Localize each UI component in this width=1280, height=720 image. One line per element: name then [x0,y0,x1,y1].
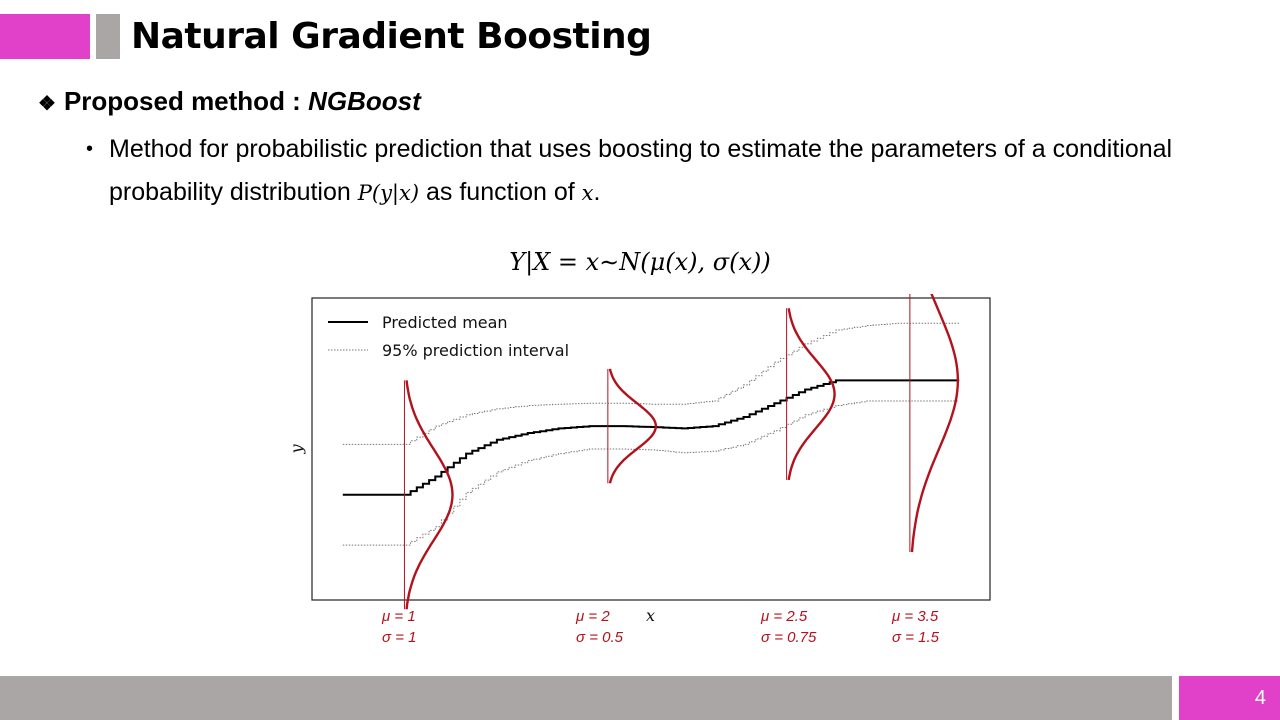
page-number-box [1179,676,1280,720]
mu-label-3: μ = 2.5 [761,608,808,625]
footer-bar [0,676,1172,720]
sigma-label-4: σ = 1.5 [892,629,939,646]
legend-label-2: 95% prediction interval [382,341,570,360]
page-number: 4 [1254,687,1266,709]
accent-bar-gray [96,14,120,59]
bullet-text-part-1: Method for probabilistic prediction that uses boosting to estimate the parameters of a conditional probability distribution [109,135,1173,206]
accent-bar-pink [0,14,90,59]
bullet-item [86,128,1206,215]
mu-label-4: μ = 3.5 [892,608,939,625]
bullet-text [109,128,1206,215]
bullet-text-part-3: . [593,178,601,206]
sigma-label-1: σ = 1 [382,629,417,646]
mu-label-1: μ = 1 [382,608,416,625]
diamond-bullet-icon: ❖ [38,93,56,115]
model-equation: Y|X = x∼N(μ(x), σ(x)) [509,248,771,276]
bullet-text-part-2: as function of [419,178,582,206]
bullet-math-pyx: P(y|x) [357,181,420,205]
x-axis-label: x [646,606,656,625]
bullet-dot-icon: • [86,138,94,160]
mu-label-2: μ = 2 [576,608,610,625]
section-heading [38,84,421,121]
y-axis-label: y [287,444,306,454]
legend-label-1: Predicted mean [382,313,508,332]
sigma-label-2: σ = 0.5 [576,629,623,646]
bullet-math-x: x [581,181,594,205]
heading-prefix: Proposed method : [63,86,309,116]
heading-method-name: NGBoost [308,86,421,116]
slide-title: Natural Gradient Boosting [131,16,652,57]
sigma-label-3: σ = 0.75 [761,629,817,646]
ngboost-chart [286,294,996,654]
